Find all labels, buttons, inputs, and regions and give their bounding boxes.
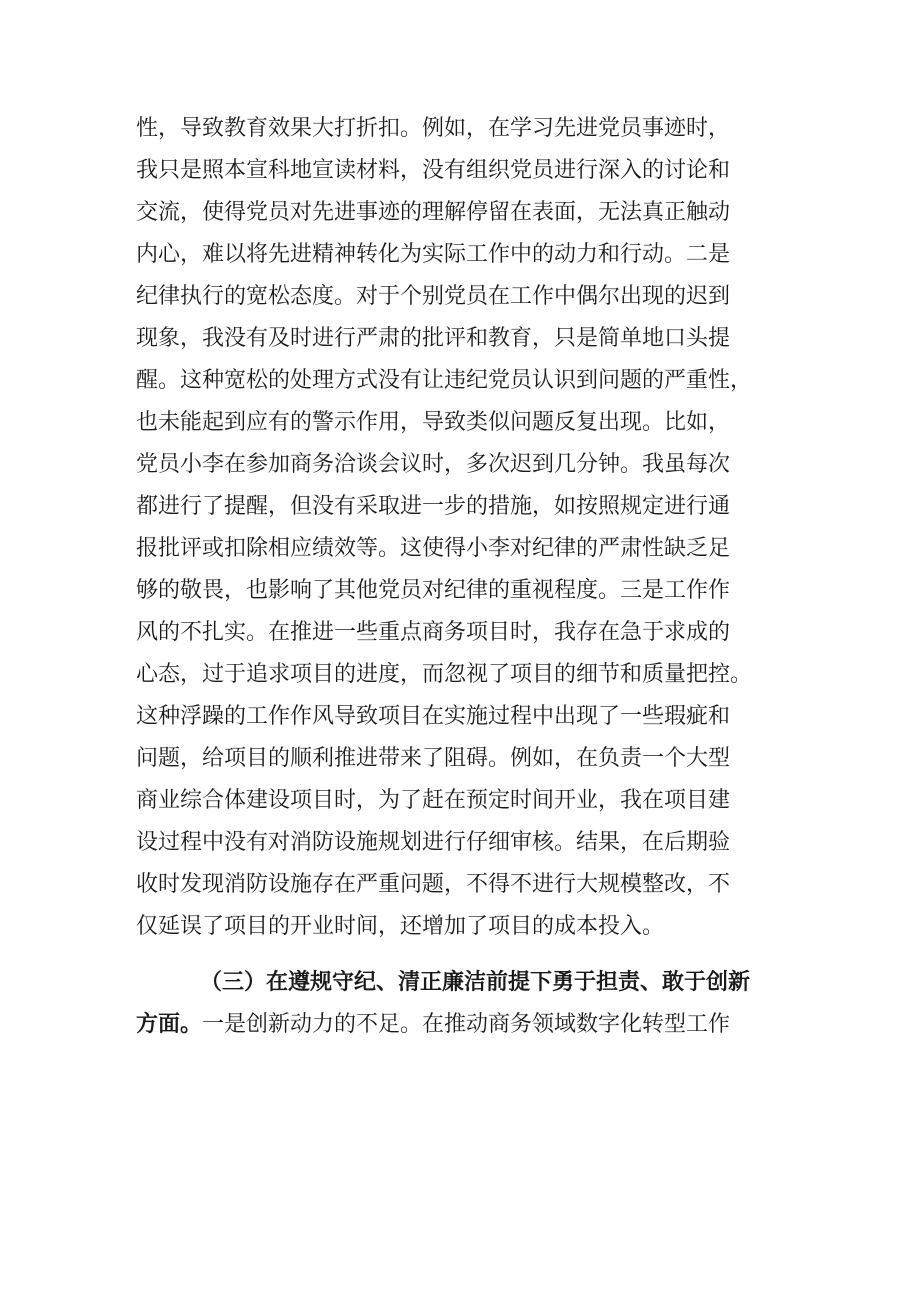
text-line: 收时发现消防设施存在严重问题，不得不进行大规模整改，不	[136, 872, 731, 897]
paragraph-discipline	[136, 108, 786, 948]
text-line: 性，导致教育效果大打折扣。例如，在学习先进党员事迹时，	[136, 116, 731, 141]
text-line: 设过程中没有对消防设施规划进行仔细审核。结果，在后期验	[136, 830, 731, 855]
text-line: 仅延误了项目的开业时间，还增加了项目的成本投入。	[136, 914, 665, 939]
text-line: 交流，使得党员对先进事迹的理解停留在表面，无法真正触动	[136, 200, 731, 225]
section-text: 一是创新动力的不足。在推动商务领域数字化转型工作	[202, 1012, 731, 1037]
paragraph-gap	[136, 948, 786, 962]
text-line: 内心，难以将先进精神转化为实际工作中的动力和行动。二是	[136, 242, 731, 267]
text-line: 也未能起到应有的警示作用，导致类似问题反复出现。比如，	[136, 410, 731, 435]
text-line: 党员小李在参加商务洽谈会议时，多次迟到几分钟。我虽每次	[136, 452, 731, 477]
section-3	[136, 962, 786, 1046]
text-line: 心态，过于追求项目的进度，而忽视了项目的细节和质量把控。	[136, 662, 753, 687]
text-line: 报批评或扣除相应绩效等。这使得小李对纪律的严肃性缺乏足	[136, 536, 731, 561]
text-line: 纪律执行的宽松态度。对于个别党员在工作中偶尔出现的迟到	[136, 284, 731, 309]
text-line: 问题，给项目的顺利推进带来了阻碍。例如，在负责一个大型	[136, 746, 731, 771]
text-line: 现象，我没有及时进行严肃的批评和教育，只是简单地口头提	[136, 326, 731, 351]
text-line: 醒。这种宽松的处理方式没有让违纪党员认识到问题的严重性，	[136, 368, 753, 393]
text-line	[136, 1004, 786, 1046]
section-heading-tail: 方面。	[136, 1012, 203, 1037]
text-line: 够的敬畏，也影响了其他党员对纪律的重视程度。三是工作作	[136, 578, 731, 603]
section-heading: （三）在遵规守纪、清正廉洁前提下勇于担责、敢于创新	[200, 970, 751, 995]
text-line: 商业综合体建设项目时，为了赶在预定时间开业，我在项目建	[136, 788, 731, 813]
text-line: 这种浮躁的工作作风导致项目在实施过程中出现了一些瑕疵和	[136, 704, 731, 729]
text-line: 我只是照本宣科地宣读材料，没有组织党员进行深入的讨论和	[136, 158, 731, 183]
text-line: 都进行了提醒，但没有采取进一步的措施，如按照规定进行通	[136, 494, 731, 519]
text-line: 风的不扎实。在推进一些重点商务项目时，我存在急于求成的	[136, 620, 731, 645]
document-body	[136, 108, 786, 1046]
